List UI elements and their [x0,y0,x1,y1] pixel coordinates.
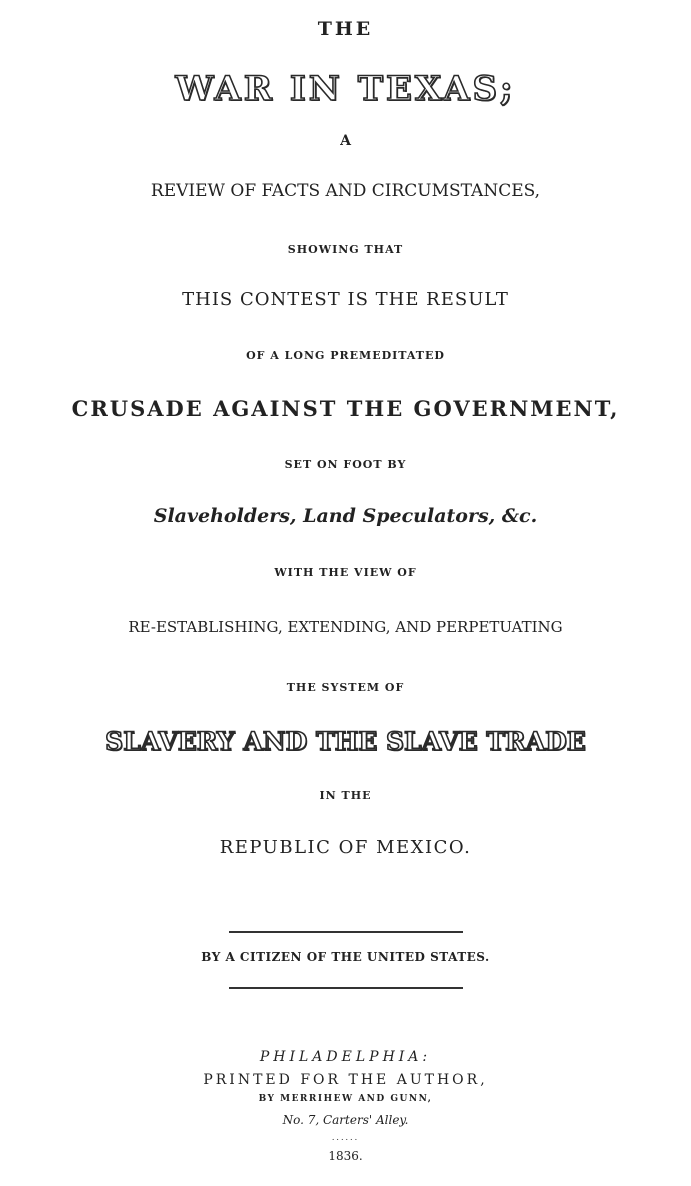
premeditated-line: OF A LONG PREMEDITATED [246,349,445,362]
imprint-printed-for: PRINTED FOR THE AUTHOR, [203,1072,488,1088]
main-title: WAR IN TEXAS; [175,69,516,109]
imprint-year: 1836. [328,1149,363,1163]
crusade-line: CRUSADE AGAINST THE GOVERNMENT, [71,396,620,421]
subtitle: REVIEW OF FACTS AND CIRCUMSTANCES, [150,181,541,201]
system-of: THE SYSTEM OF [286,681,405,694]
slavery-line: SLAVERY AND THE SLAVE TRADE [105,727,586,756]
with-the-view: WITH THE VIEW OF [274,566,417,579]
lower-rule [229,987,463,989]
imprint-printers: BY MERRIHEW AND GUNN, [258,1094,433,1104]
title-a: A [340,133,351,149]
showing-that: SHOWING THAT [287,243,404,256]
imprint-city: PHILADELPHIA: [259,1049,432,1065]
in-the: IN THE [319,789,372,802]
slaveholders-line: Slaveholders, Land Speculators, &c. [153,505,538,527]
upper-rule [229,931,463,933]
set-on-foot: SET ON FOOT BY [284,458,407,471]
imprint-address: No. 7, Carters' Alley. [282,1113,409,1127]
author-line: BY A CITIZEN OF THE UNITED STATES. [201,950,490,964]
re-establishing-line: RE-ESTABLISHING, EXTENDING, AND PERPETUATING [128,618,563,636]
imprint-dots: ...... [331,1133,360,1142]
title-the: THE [317,18,374,40]
republic-line: REPUBLIC OF MEXICO. [219,837,472,858]
contest-line: THIS CONTEST IS THE RESULT [182,289,509,310]
